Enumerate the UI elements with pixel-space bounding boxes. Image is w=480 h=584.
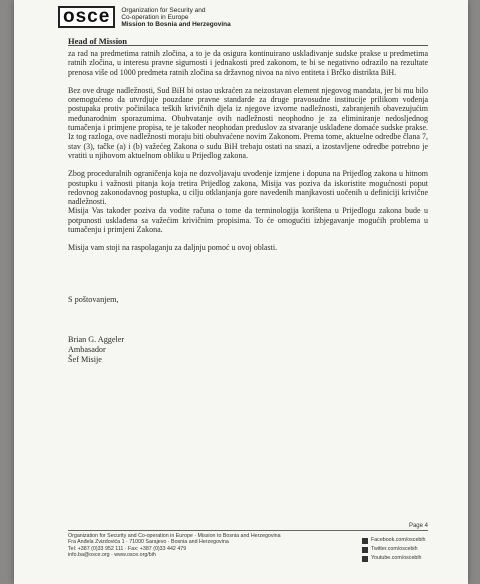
footer-divider xyxy=(68,530,428,531)
paragraph-1: za rad na predmetima ratnih zločina, a to je da osigura kontinuirano usklađivanje sudske prakse u predmetima ratnih zločina, u interesu pravne sigurnosti i jednakosti pred zakonom, te bi se negativno odrazilo na rezultate prenosa više od 1000 predmeta ratnih zločina sa državnog nivoa na nivo entiteta i Brčko distrikta BiH. xyxy=(68,49,428,77)
signatory-position: Šef Misije xyxy=(68,355,102,364)
letter-body xyxy=(68,49,428,262)
facebook-icon xyxy=(362,538,368,544)
twitter-icon xyxy=(362,547,368,553)
footer-address: Organization for Security and Co-operation in Europe · Mission to Bosnia and Herzegovina Fra Anđela Zvizdovića 1 · 71000 Sarajevo · Bosnia and Herzegovina Tel: +387 (0)33 952 111 · Fax: +387 (0)33 442 479 info.ba@osce.org · www.osce.org/bih xyxy=(68,533,308,559)
signatory-role: Ambasador xyxy=(68,345,106,354)
twitter-link[interactable]: Twitter.com/oscebih xyxy=(362,545,425,554)
head-of-mission-title: Head of Mission xyxy=(68,36,128,46)
paragraph-4: Misija Vas također poziva da vodite računa o tome da terminologija korištena u Prijedlogu zakona bude u potpunosti usklađena sa važećim krivičnim propisima. To će omogućiti izbjegavanje mogućih problema u tumačenju i primjeni Zakona. xyxy=(68,206,428,235)
facebook-link[interactable]: Facebook.com/oscebih xyxy=(362,536,425,545)
header-divider xyxy=(68,45,428,46)
document-page xyxy=(14,0,468,584)
closing-salutation: S poštovanjem, xyxy=(68,295,119,304)
footer-contact-link[interactable]: info.ba@osce.org · www.osce.org/bih xyxy=(68,552,156,559)
youtube-icon xyxy=(362,556,368,562)
signature-block xyxy=(68,335,124,365)
organization-name: Organization for Security and Co-operation in Europe Mission to Bosnia and Herzegovina xyxy=(121,6,231,28)
paragraph-2: Bez ove druge nadležnosti, Sud BiH bi ostao uskraćen za neizostavan element njegovog mandata, jer bi mu bilo onemogućeno da utvrdjuje pouzdane pravne standarde za druge pravosudne institucije prilikom vođenja postupaka protiv počinilaca teških krivičnih djela iz njegove izvorne nadležnosti, zabranjenih obavezujućim međunarodnim sporazumima. Obuhvatanje ovih nadležnosti neophodno je za eliminiranje nedosljednog tumačenja i primjene propisa, te je također neophodan preduslov za stvaranje usklađene domaće sudske prakse. Iz tog razloga, ove nadležnosti moraju biti obuhvaćene novim Zakonom. Prema tome, aktuelne odredbe člana 7, stav (3), tačke (a) i (b) važećeg Zakona o sudu BiH trebaju ostati na snazi, a izostavljene odredbe potrebno je vratiti u njihovom aktuelnom obliku u Prijedlog zakona. xyxy=(68,85,428,160)
osce-logo xyxy=(58,6,231,28)
paragraph-3: Zbog proceduralnih ograničenja koja ne dozvoljavaju uvođenje izmjene i dopuna na Prijedlog zakona u hitnom postupku i važnosti pitanja koja tretira Prijedlog zakona, Misija vas poziva da iskoristite mogućnosti poput redovnog zakonodavnog postupka, u cilju otklanjanja gore navedenih manjkavosti uočenih u definiciji krivične nadležnosti. xyxy=(68,169,428,207)
youtube-link[interactable]: Youtube.com/oscebih xyxy=(362,554,425,563)
footer-social-links xyxy=(362,536,425,563)
signatory-name: Brian G. Aggeler xyxy=(68,335,125,344)
osce-logo-mark: osce xyxy=(58,6,115,28)
paragraph-5: Misija vam stoji na raspolaganju za daljnju pomoć u ovoj oblasti. xyxy=(68,243,278,253)
page-number: Page 4 xyxy=(408,523,428,529)
